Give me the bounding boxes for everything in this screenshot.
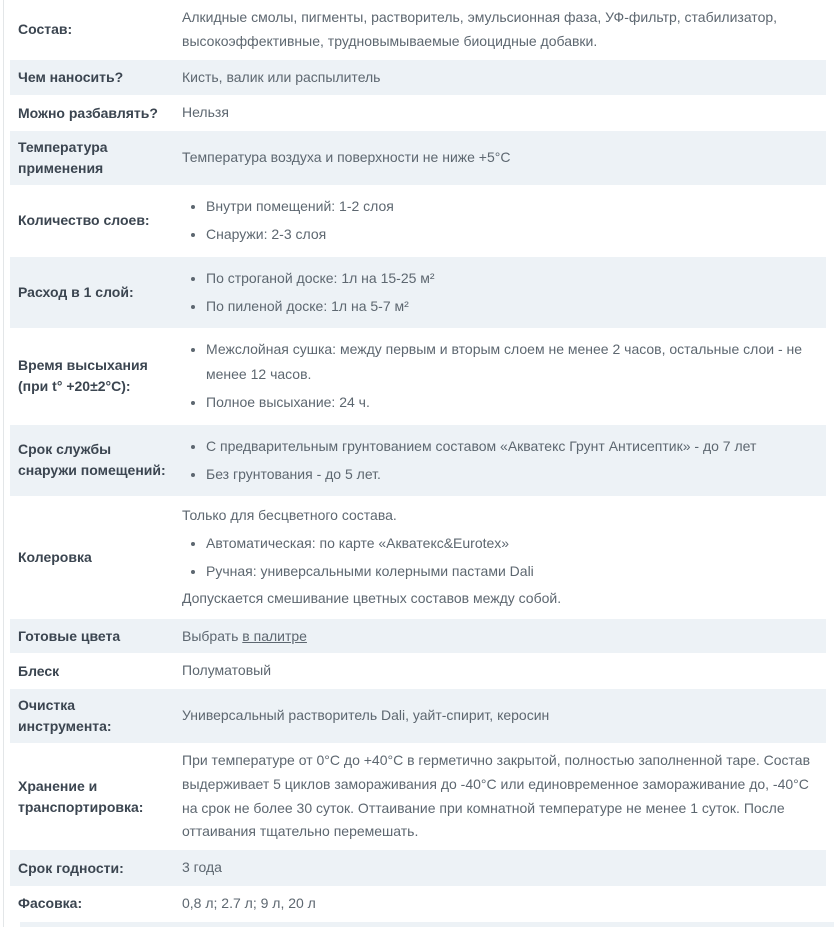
value-text: Выбрать (182, 627, 239, 644)
row-value (182, 702, 826, 730)
row-tool-cleaning (10, 689, 826, 743)
row-application-tool (10, 60, 826, 96)
value-text: Кисть, валик или распылитель (182, 68, 381, 85)
row-value (182, 189, 826, 252)
value-text: Алкидные смолы, пигменты, растворитель, эмульсионная фаза, УФ-фильтр, стабилизатор, высокоэффективные, трудновымываемые биоцидные добавки. (182, 9, 778, 49)
bullet-item: • Снаружи: 2-3 слоя (206, 222, 816, 247)
row-packaging (10, 886, 826, 922)
bullet-item: • Без грунтования - до 5 лет. (206, 462, 816, 487)
value-text: Полуматовый (182, 662, 272, 679)
row-value (182, 623, 826, 649)
row-service-life (10, 425, 826, 496)
value-intro-text: Только для бесцветного состава. (182, 506, 397, 523)
row-label: Температура применения (18, 139, 108, 177)
bullet-item: • Полное высыхание: 24 ч. (206, 390, 816, 415)
row-value (182, 890, 826, 918)
row-drying-time (10, 328, 826, 425)
row-label: Срок службы снаружи помещений: (18, 441, 166, 479)
bullet-item: • Ручная: универсальными колерными пастами Dali (206, 559, 816, 584)
row-consumption (10, 257, 826, 328)
bullet-list (182, 194, 816, 247)
row-value (182, 429, 826, 492)
row-label: Количество слоев: (18, 212, 150, 229)
value-text: 0,8 л; 2.7 л; 9 л, 20 л (182, 895, 316, 912)
bullet-list (182, 337, 816, 416)
row-value (182, 99, 826, 127)
bullet-item: • Автоматическая: по карте «Акватекс&Eurotex» (206, 531, 816, 556)
row-label: Срок годности: (18, 859, 124, 876)
row-dilution (10, 95, 826, 131)
row-label: Очистка инструмента: (18, 697, 112, 735)
value-text: Температура воздуха и поверхности не ниже +5°С (182, 149, 511, 166)
row-label: Хранение и транспортировка: (18, 777, 144, 815)
bullet-item: • По пиленой доске: 1л на 5-7 м² (206, 294, 816, 319)
bullet-item: • Внутри помещений: 1-2 слоя (206, 194, 816, 219)
row-label: Блеск (18, 662, 60, 679)
value-text: 3 года (182, 859, 222, 876)
row-value (182, 64, 826, 92)
row-value (182, 261, 826, 324)
row-layer-count (10, 185, 826, 256)
row-label: Состав: (18, 21, 73, 38)
row-ready-colors (10, 619, 826, 653)
bullet-item: • Межслойная сушка: между первым и вторым слоем не менее 2 часов, остальные слои - не менее 12 часов. (206, 337, 816, 387)
row-storage-transport (10, 743, 826, 850)
next-row-partial-stripe (20, 922, 834, 927)
row-composition (10, 0, 826, 60)
row-label: Чем наносить? (18, 68, 124, 85)
row-tinting (10, 496, 826, 619)
value-text: Универсальный растворитель Dali, уайт-спирит, керосин (182, 707, 550, 724)
row-label: Расход в 1 слой: (18, 283, 134, 300)
row-gloss (10, 653, 826, 689)
row-value (182, 657, 826, 685)
row-label: Готовые цвета (18, 627, 121, 644)
row-value (182, 500, 826, 615)
palette-link[interactable]: в палитре (242, 627, 307, 644)
bullet-list (182, 434, 816, 487)
value-outro-text: Допускается смешивание цветных составов между собой. (182, 590, 562, 607)
row-value (182, 144, 826, 172)
bullet-list (182, 531, 816, 584)
bullet-list (182, 266, 816, 319)
spec-table (10, 0, 826, 927)
bullet-item: • По строганой доске: 1л на 15-25 м² (206, 266, 816, 291)
row-label: Фасовка: (18, 895, 83, 912)
row-label: Колеровка (18, 548, 92, 565)
row-value (182, 854, 826, 882)
bullet-item: • С предварительным грунтованием составом «Акватекс Грунт Антисептик» - до 7 лет (206, 434, 816, 459)
row-value (182, 332, 826, 421)
row-shelf-life (10, 850, 826, 886)
row-label: Можно разбавлять? (18, 104, 158, 121)
value-text: Нельзя (182, 104, 229, 121)
row-value (182, 747, 826, 846)
row-label: Время высыхания (при t° +20±2°C): (18, 357, 148, 395)
row-value (182, 4, 826, 56)
value-text: При температуре от 0°С до +40°С в герметично закрытой, полностью заполненной таре. Состав выдерживает 5 циклов замораживания до -40°С или единовременное замораживание до, -40°С на срок не более 30 суток. Оттаивание при комнатной температуре не менее 1 суток. После оттаивания тщательно перемешать. (182, 752, 811, 840)
left-border-divider (3, 0, 4, 927)
row-application-temperature (10, 131, 826, 185)
